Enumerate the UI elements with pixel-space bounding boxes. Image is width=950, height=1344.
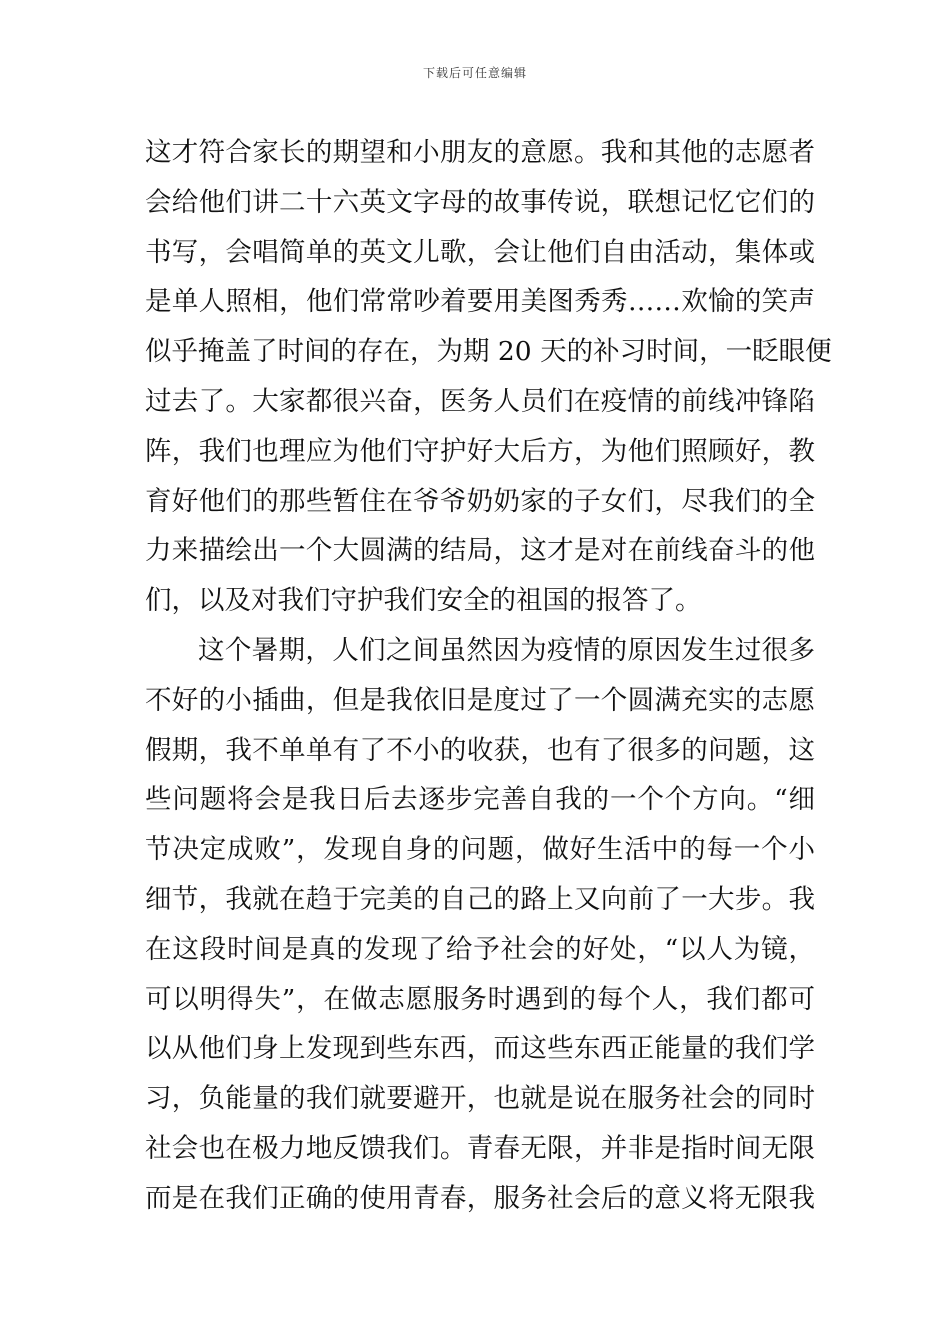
text-line: 不好的小插曲，但是我依旧是度过了一个圆满充实的志愿 [145,684,815,716]
text-line: 假期，我不单单有了不小的收获，也有了很多的问题，这 [145,734,815,766]
text-line: 这个暑期，人们之间虽然因为疫情的原因发生过很多 [198,634,815,666]
paragraph-1 [145,128,832,626]
text-line: 们，以及对我们守护我们安全的祖国的报答了。 [145,585,702,617]
text-line: 力来描绘出一个大圆满的结局，这才是对在前线奋斗的他 [145,535,815,567]
text-line: 以从他们身上发现到些东西，而这些东西正能量的我们学 [145,1033,815,1065]
text-line: 可以明得失”，在做志愿服务时遇到的每个人，我们都可 [145,983,815,1015]
text-line: 书写，会唱简单的英文儿歌，会让他们自由活动，集体或 [145,236,815,268]
text-line: 节决定成败”，发现自身的问题，做好生活中的每一个小 [145,834,815,866]
document-body [145,128,832,1224]
page-header: 下载后可任意编辑 [422,66,527,80]
text-line: 会给他们讲二十六英文字母的故事传说，联想记忆它们的 [145,186,815,218]
text-line: 过去了。大家都很兴奋，医务人员们在疫情的前线冲锋陷 [145,385,815,417]
text-line: 些问题将会是我日后去逐步完善自我的一个个方向。“细 [145,784,815,816]
text-line: 育好他们的那些暂住在爷爷奶奶家的子女们，尽我们的全 [145,485,815,517]
text-line: 细节，我就在趋于完美的自己的路上又向前了一大步。我 [145,883,815,915]
text-line: 似乎掩盖了时间的存在，为期 20 天的补习时间，一眨眼便 [145,336,832,368]
text-line: 在这段时间是真的发现了给予社会的好处，“以人为镜， [145,933,815,965]
text-line: 是单人照相，他们常常吵着要用美图秀秀……欢愉的笑声 [145,286,815,318]
paragraph-2 [145,626,815,1224]
text-line: 而是在我们正确的使用青春，服务社会后的意义将无限我 [145,1182,815,1214]
text-line: 阵，我们也理应为他们守护好大后方，为他们照顾好，教 [145,435,815,467]
text-line: 这才符合家长的期望和小朋友的意愿。我和其他的志愿者 [145,137,815,168]
text-line: 习，负能量的我们就要避开，也就是说在服务社会的同时 [145,1083,815,1115]
text-line: 社会也在极力地反馈我们。青春无限，并非是指时间无限 [145,1132,815,1164]
